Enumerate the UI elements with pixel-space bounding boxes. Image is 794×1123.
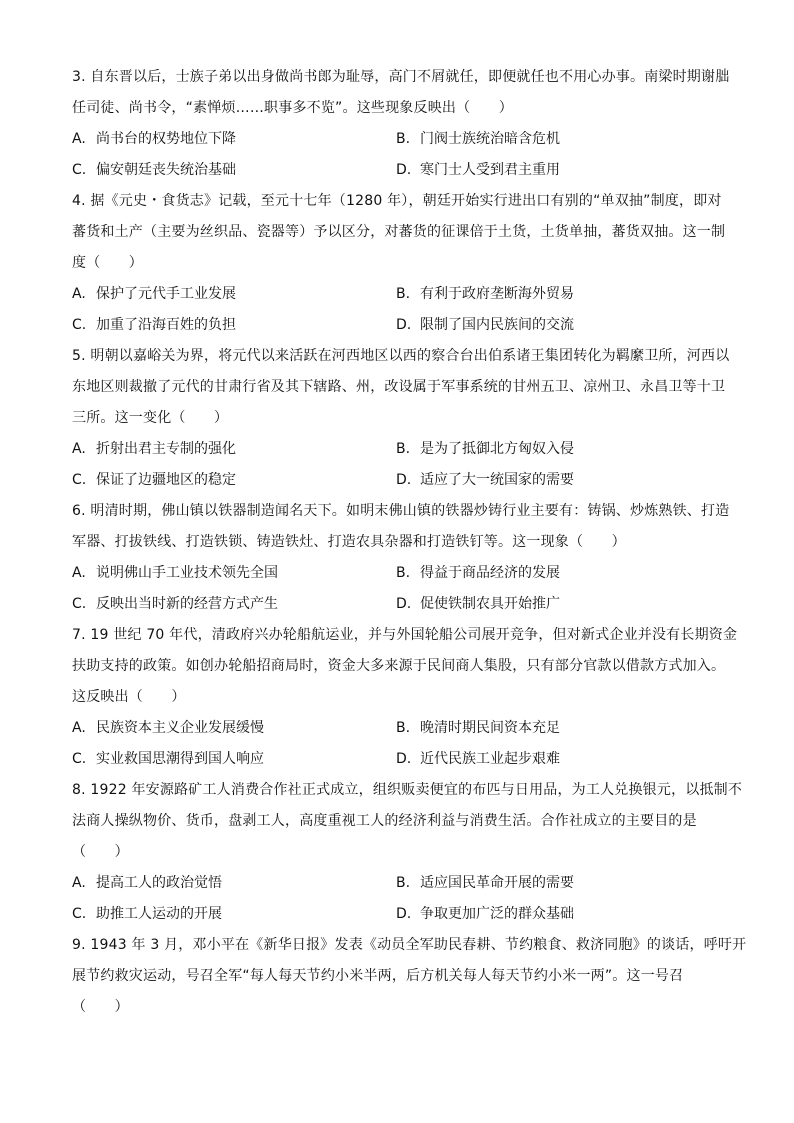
option-b: B. 得益于商品经济的发展 <box>396 565 560 581</box>
option-d: D. 限制了国内民族间的交流 <box>396 317 574 333</box>
options-row <box>72 744 732 775</box>
question-stem-line: （ ） <box>72 844 129 860</box>
options-row <box>72 155 732 186</box>
option-a: A. 尚书台的权势地位下降 <box>72 131 236 147</box>
question-stem-line: 军器、打拔铁线、打造铁锁、铸造铁灶、打造农具杂器和打造铁钉等。这一现象（ ） <box>72 534 626 550</box>
options-row <box>72 279 732 310</box>
exam-page <box>72 62 747 1023</box>
options-row <box>72 868 732 899</box>
option-c: C. 助推工人运动的开展 <box>72 906 222 922</box>
option-d: D. 促使铁制农具开始推广 <box>396 596 560 612</box>
question-stem-line: 3. 自东晋以后，士族子弟以出身做尚书郎为耻辱，高门不屑就任，即便就任也不用心办事。南梁时期谢朏 <box>72 69 730 85</box>
option-c: C. 实业救国思潮得到国人响应 <box>72 751 264 767</box>
options-row <box>72 713 732 744</box>
options-row <box>72 589 732 620</box>
question-stem-line: 任司徒、尚书令，“素惮烦……职事多不览”。这些现象反映出（ ） <box>72 100 513 116</box>
option-b: B. 是为了抵御北方匈奴入侵 <box>396 441 574 457</box>
question-3 <box>72 62 732 186</box>
question-stem-line: 这反映出（ ） <box>72 689 186 705</box>
option-a: A. 民族资本主义企业发展缓慢 <box>72 720 264 736</box>
question-stem-line: 4. 据《元史・食货志》记载，至元十七年（1280 年），朝廷开始实行进出口有别的“单双抽”制度，即对 <box>72 193 722 209</box>
question-stem-line: 三所。这一变化（ ） <box>72 410 229 426</box>
options-row <box>72 310 732 341</box>
options-row <box>72 465 732 496</box>
option-c: C. 保证了边疆地区的稳定 <box>72 472 236 488</box>
option-c: C. 偏安朝廷丧失统治基础 <box>72 162 236 178</box>
options-row <box>72 558 732 589</box>
option-c: C. 反映出当时新的经营方式产生 <box>72 596 278 612</box>
question-stem-line: 展节约救灾运动，号召全军“每人每天节约小米半两，后方机关每人每天节约小米一两”。这一号召 <box>72 968 684 984</box>
question-stem-line: 5. 明朝以嘉峪关为界，将元代以来活跃在河西地区以西的察合台出伯系诸王集团转化为羁縻卫所，河西以 <box>72 348 730 364</box>
option-d: D. 寒门士人受到君主重用 <box>396 162 560 178</box>
question-stem-line: 6. 明清时期，佛山镇以铁器制造闻名天下。如明末佛山镇的铁器炒铸行业主要有：铸锅、炒炼熟铁、打造 <box>72 503 730 519</box>
options-row <box>72 124 732 155</box>
option-a: A. 提高工人的政治觉悟 <box>72 875 222 891</box>
question-stem-line: 蕃货和土产（主要为丝织品、瓷器等）予以区分，对蕃货的征课倍于土货，土货单抽，蕃货双抽。这一制 <box>72 224 726 240</box>
option-d: D. 争取更加广泛的群众基础 <box>396 906 574 922</box>
question-stem-line: 9. 1943 年 3 月，邓小平在《新华日报》发表《动员全军助民春耕、节约粮食、救济同胞》的谈话，呼吁开 <box>72 937 747 953</box>
question-9 <box>72 930 747 1023</box>
question-stem-line: （ ） <box>72 999 129 1015</box>
question-stem-line: 扶助支持的政策。如创办轮船招商局时，资金大多来源于民间商人集股，只有部分官款以借款方式加入。 <box>72 658 726 674</box>
option-b: B. 门阀士族统治暗含危机 <box>396 131 560 147</box>
question-6 <box>72 496 732 620</box>
question-stem-line: 度（ ） <box>72 255 143 271</box>
question-stem-line: 8. 1922 年安源路矿工人消费合作社正式成立，组织贩卖便宜的布匹与日用品，为工人兑换银元，以抵制不 <box>72 782 743 798</box>
question-4 <box>72 186 732 341</box>
option-a: A. 折射出君主专制的强化 <box>72 441 236 457</box>
option-d: D. 近代民族工业起步艰难 <box>396 751 560 767</box>
question-stem-line: 东地区则裁撤了元代的甘肃行省及其下辖路、州，改设属于军事系统的甘州五卫、凉州卫、永昌卫等十卫 <box>72 379 726 395</box>
question-8 <box>72 775 743 930</box>
question-5 <box>72 341 732 496</box>
options-row <box>72 899 732 930</box>
option-b: B. 有利于政府垄断海外贸易 <box>396 286 574 302</box>
option-a: A. 说明佛山手工业技术领先全国 <box>72 565 278 581</box>
option-d: D. 适应了大一统国家的需要 <box>396 472 574 488</box>
question-stem-line: 法商人操纵物价、货币，盘剥工人，高度重视工人的经济利益与消费生活。合作社成立的主要目的是 <box>72 813 697 829</box>
option-b: B. 适应国民革命开展的需要 <box>396 875 574 891</box>
option-a: A. 保护了元代手工业发展 <box>72 286 236 302</box>
option-c: C. 加重了沿海百姓的负担 <box>72 317 236 333</box>
option-b: B. 晚清时期民间资本充足 <box>396 720 560 736</box>
question-stem-line: 7. 19 世纪 70 年代，清政府兴办轮船航运业，并与外国轮船公司展开竞争，但对新式企业并没有长期资金 <box>72 627 738 643</box>
question-7 <box>72 620 738 775</box>
options-row <box>72 434 732 465</box>
